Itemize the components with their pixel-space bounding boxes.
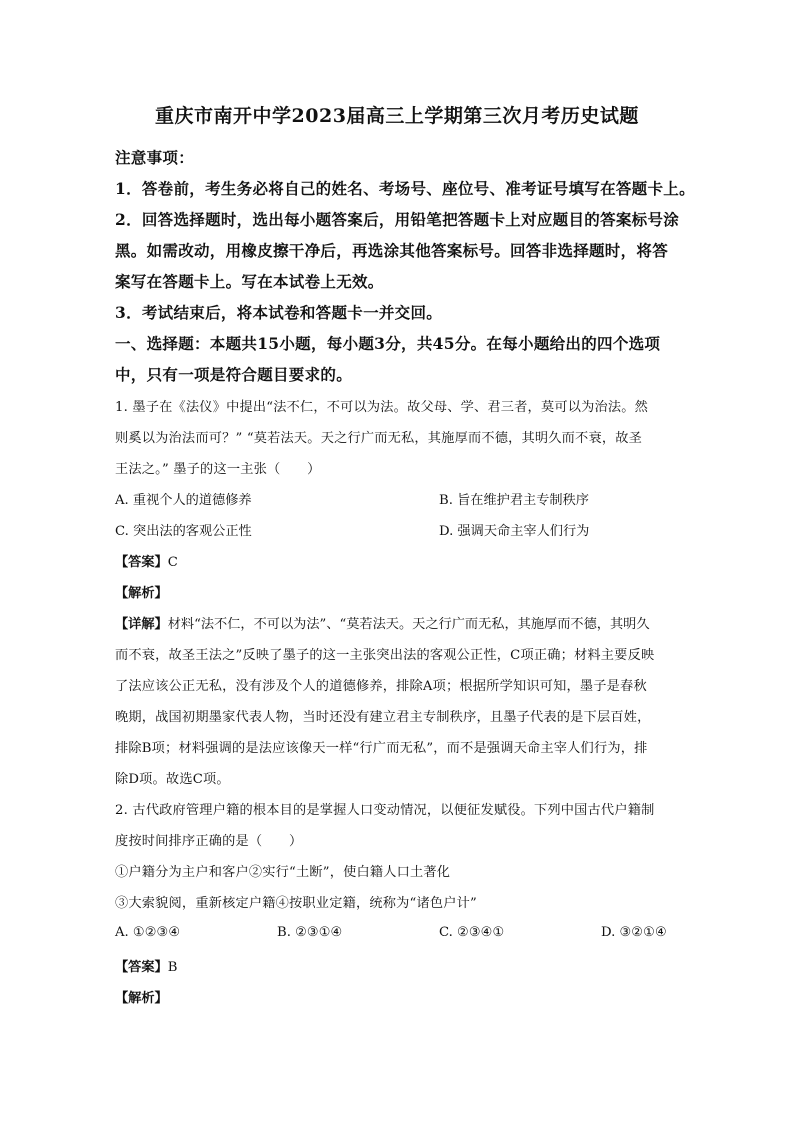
question-stem: 则奚以为治法而可？” “莫若法天。天之行广而无私，其施厚而不德，其明久而不衰，故圣 <box>115 431 642 446</box>
answer-value: C <box>167 555 178 570</box>
option-b: B. ②③①④ <box>277 925 343 940</box>
analysis-line <box>115 582 168 601</box>
notice-heading: 注意事项： <box>115 148 195 167</box>
analysis-label: 【解析】 <box>115 586 168 601</box>
notice-line: 1．答卷前，考生务必将自己的姓名、考场号、座位号、准考证号填写在答题卡上。 <box>115 179 695 198</box>
notice-line: 黑。如需改动，用橡皮擦干净后，再选涂其他答案标号。回答非选择题时，将答 <box>115 241 669 260</box>
option-d: D. ③②①④ <box>601 925 667 940</box>
detail-text: 排除B项；材料强调的是法应该像天一样“行广而无私”，而不是强调天命主宰人们行为，排 <box>115 741 648 756</box>
section-heading: 中，只有一项是符合题目要求的。 <box>115 365 353 384</box>
detail-text: 而不衰，故圣王法之”反映了墨子的这一主张突出法的客观公正性，C项正确；材料主要反映 <box>115 648 655 663</box>
answer-value: B <box>167 960 178 975</box>
question-stem: 王法之。” 墨子的这一主张（ ） <box>115 462 321 477</box>
answer-line <box>115 551 178 570</box>
detail-text: 除D项。故选C项。 <box>115 772 230 787</box>
analysis-line <box>115 987 168 1006</box>
option-a: A. ①②③④ <box>115 925 181 940</box>
notice-line: 2．回答选择题时，选出每小题答案后，用铅笔把答题卡上对应题目的答案标号涂 <box>115 210 680 229</box>
option-c: C. ②③④① <box>439 925 505 940</box>
question-stem: 度按时间排序正确的是（ ） <box>115 834 303 849</box>
analysis-label: 【解析】 <box>115 991 168 1006</box>
notice-line: 案写在答题卡上。写在本试卷上无效。 <box>115 272 384 291</box>
section-heading: 一、选择题：本题共15小题，每小题3分，共45分。在每小题给出的四个选项 <box>115 334 661 353</box>
question-stem: ③大索貌阅，重新核定户籍④按职业定籍，统称为“诸色户计” <box>115 896 477 911</box>
option-a: A. 重视个人的道德修养 <box>115 493 252 508</box>
detail-text: 材料“法不仁，不可以为法”、“莫若法天。天之行广而无私，其施厚而不德，其明久 <box>167 617 650 632</box>
page-title: 重庆市南开中学2023届高三上学期第三次月考历史试题 <box>155 105 639 127</box>
question-stem: 1. 墨子在《法仪》中提出“法不仁，不可以为法。故父母、学、君三者，莫可以为治法。然 <box>115 400 649 415</box>
detail-text: 晚期，战国初期墨家代表人物，当时还没有建立君主专制秩序，且墨子代表的是下层百姓， <box>115 710 651 725</box>
question-stem: 2. 古代政府管理户籍的根本目的是掌握人口变动情况，以便征发赋役。下列中国古代户籍制 <box>115 803 655 818</box>
option-b: B. 旨在维护君主专制秩序 <box>439 493 589 508</box>
option-d: D. 强调天命主宰人们行为 <box>439 524 590 539</box>
question-stem: ①户籍分为主户和客户②实行“土断”，使白籍人口土著化 <box>115 865 451 880</box>
answer-label: 【答案】 <box>115 555 168 570</box>
detail-text: 了法应该公正无私，没有涉及个人的道德修养，排除A项；根据所学知识可知，墨子是春秋 <box>115 679 647 694</box>
detail-label: 【详解】 <box>115 617 168 632</box>
notice-line: 3．考试结束后，将本试卷和答题卡一并交回。 <box>115 303 443 322</box>
answer-label: 【答案】 <box>115 960 168 975</box>
detail-line <box>115 613 650 632</box>
option-c: C. 突出法的客观公正性 <box>115 524 252 539</box>
answer-line <box>115 956 177 975</box>
